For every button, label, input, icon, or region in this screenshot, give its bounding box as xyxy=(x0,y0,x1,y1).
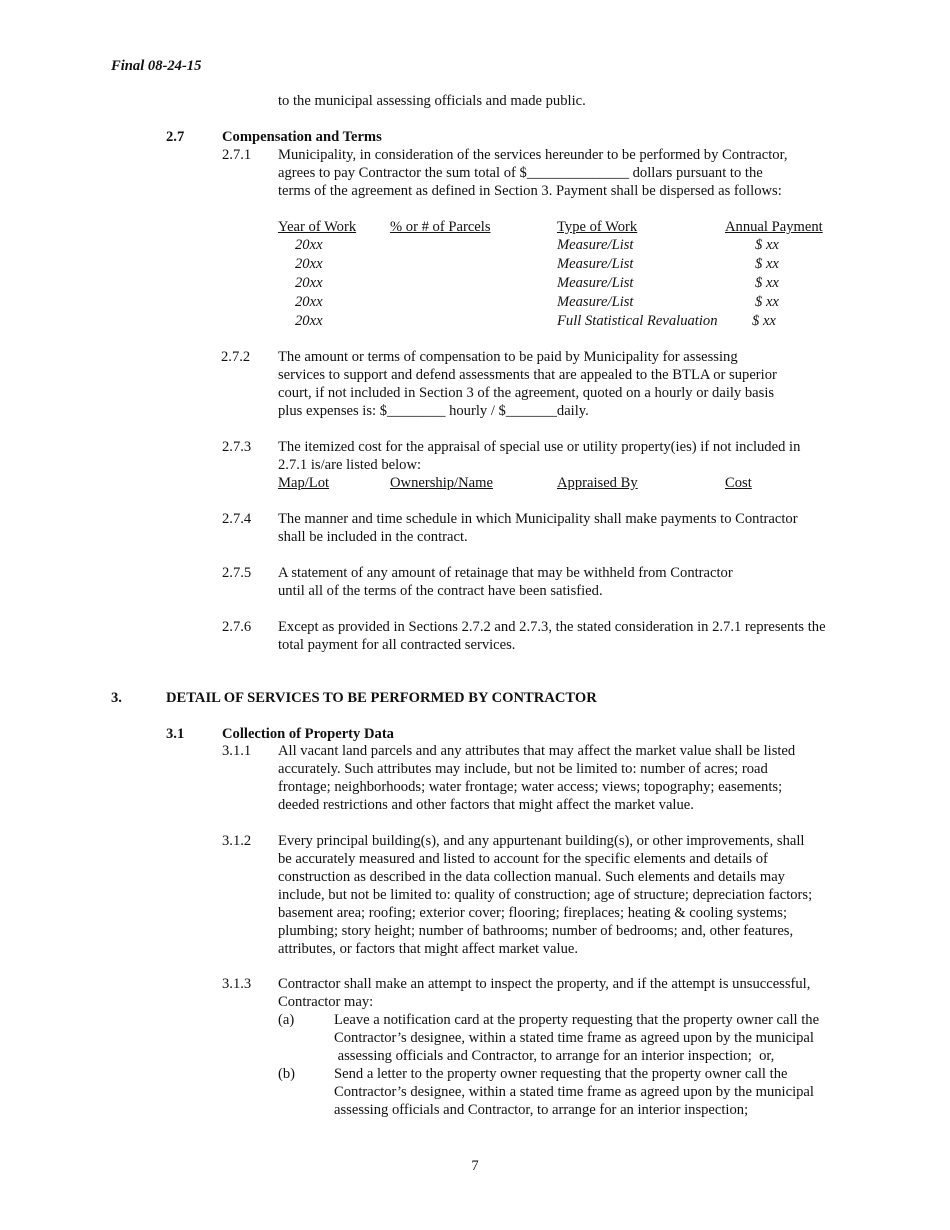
payment-type-cell: Full Statistical Revaluation xyxy=(557,313,718,329)
item-2-7-6-text xyxy=(278,618,878,654)
text-line: All vacant land parcels and any attributes that may affect the market value shall be listed xyxy=(278,743,796,759)
item-2-7-2-number: 2.7.2 xyxy=(221,349,251,365)
item-3-1-2-text xyxy=(278,832,868,958)
text-line: Contractor may: xyxy=(278,994,374,1010)
section-3-title: DETAIL OF SERVICES TO BE PERFORMED BY CONTRACTOR xyxy=(166,690,597,706)
payment-header-parcels: % or # of Parcels xyxy=(390,219,491,235)
text-line: plumbing; story height; number of bathrooms; number of bedrooms; and, other features, xyxy=(278,923,794,939)
text-line: plus expenses is: $________ hourly / $_______daily. xyxy=(278,403,589,419)
text-line: 2.7.1 is/are listed below: xyxy=(278,457,422,473)
text-line: Municipality, in consideration of the services hereunder to be performed by Contractor, xyxy=(278,147,788,163)
item-2-7-3-number: 2.7.3 xyxy=(222,439,252,455)
payment-header-type: Type of Work xyxy=(557,219,638,235)
item-3-1-2-number: 3.1.2 xyxy=(222,833,252,849)
payment-year-cell: 20xx xyxy=(295,294,323,310)
payment-amount-cell: $ xx xyxy=(755,237,779,253)
item-2-7-2-text xyxy=(278,348,868,420)
payment-year-cell: 20xx xyxy=(295,237,323,253)
text-line: Leave a notification card at the property requesting that the property owner call the xyxy=(334,1012,820,1028)
payment-amount-cell: $ xx xyxy=(752,313,776,329)
payment-header-year: Year of Work xyxy=(278,219,357,235)
text-line: accurately. Such attributes may include, but not be limited to: number of acres; road xyxy=(278,761,768,777)
item-3-1-3-number: 3.1.3 xyxy=(222,976,252,992)
text-line: be accurately measured and listed to account for the specific elements and details of xyxy=(278,851,768,867)
itemized-header-appraised: Appraised By xyxy=(557,475,638,491)
itemized-header-cost: Cost xyxy=(725,475,752,491)
item-3-1-3-text xyxy=(278,975,868,1011)
itemized-header-ownership: Ownership/Name xyxy=(390,475,493,491)
text-line: The itemized cost for the appraisal of special use or utility property(ies) if not included in xyxy=(278,439,801,455)
text-line: assessing officials and Contractor, to arrange for an interior inspection; or, xyxy=(334,1048,775,1064)
carryover-text: to the municipal assessing officials and made public. xyxy=(278,93,586,109)
item-2-7-1-text xyxy=(278,146,868,200)
page-number: 7 xyxy=(471,1158,479,1174)
payment-type-cell: Measure/List xyxy=(557,294,634,310)
document-header: Final 08-24-15 xyxy=(111,58,202,74)
payment-header-payment: Annual Payment xyxy=(725,219,823,235)
item-2-7-1-number: 2.7.1 xyxy=(222,147,252,163)
section-2-7-title: Compensation and Terms xyxy=(222,129,382,145)
payment-year-cell: 20xx xyxy=(295,313,323,329)
text-line: assessing officials and Contractor, to arrange for an interior inspection; xyxy=(334,1102,749,1118)
text-line: agrees to pay Contractor the sum total of $______________ dollars pursuant to the xyxy=(278,165,763,181)
subitem-b-label: (b) xyxy=(278,1066,296,1082)
item-2-7-4-number: 2.7.4 xyxy=(222,511,252,527)
payment-type-cell: Measure/List xyxy=(557,256,634,272)
text-line: frontage; neighborhoods; water frontage; water access; views; topography; easements; xyxy=(278,779,783,795)
itemized-header-maplot: Map/Lot xyxy=(278,475,330,491)
text-line: The amount or terms of compensation to be paid by Municipality for assessing xyxy=(278,349,738,365)
subitem-b-text xyxy=(334,1065,864,1119)
payment-table xyxy=(0,218,950,328)
text-line: until all of the terms of the contract have been satisfied. xyxy=(278,583,603,599)
item-2-7-3-text xyxy=(278,438,868,474)
payment-type-cell: Measure/List xyxy=(557,275,634,291)
text-line: The manner and time schedule in which Municipality shall make payments to Contractor xyxy=(278,511,798,527)
text-line: Contractor shall make an attempt to inspect the property, and if the attempt is unsuccessful, xyxy=(278,976,811,992)
text-line: construction as described in the data collection manual. Such elements and details may xyxy=(278,869,785,885)
text-line: total payment for all contracted services. xyxy=(278,637,516,653)
itemized-cost-headers xyxy=(0,474,950,492)
text-line: Contractor’s designee, within a stated time frame as agreed upon by the municipal xyxy=(334,1084,814,1100)
item-2-7-5-number: 2.7.5 xyxy=(222,565,252,581)
text-line: include, but not be limited to: quality of construction; age of structure; depreciation factors; xyxy=(278,887,813,903)
item-2-7-4-text xyxy=(278,510,868,546)
text-line: basement area; roofing; exterior cover; flooring; fireplaces; heating & cooling systems; xyxy=(278,905,787,921)
item-3-1-1-number: 3.1.1 xyxy=(222,743,252,759)
text-line: terms of the agreement as defined in Section 3. Payment shall be dispersed as follows: xyxy=(278,183,782,199)
payment-amount-cell: $ xx xyxy=(755,256,779,272)
text-line: attributes, or factors that might affect market value. xyxy=(278,941,579,957)
payment-year-cell: 20xx xyxy=(295,275,323,291)
text-line: deeded restrictions and other factors that might affect the market value. xyxy=(278,797,694,813)
section-2-7-number: 2.7 xyxy=(166,129,185,145)
payment-amount-cell: $ xx xyxy=(755,294,779,310)
payment-year-cell: 20xx xyxy=(295,256,323,272)
text-line: Send a letter to the property owner requesting that the property owner call the xyxy=(334,1066,788,1082)
text-line: shall be included in the contract. xyxy=(278,529,468,545)
section-3-1-title: Collection of Property Data xyxy=(222,726,394,742)
text-line: services to support and defend assessments that are appealed to the BTLA or superior xyxy=(278,367,777,383)
subitem-a-label: (a) xyxy=(278,1012,295,1028)
subitem-a-text xyxy=(334,1011,864,1065)
text-line: Contractor’s designee, within a stated time frame as agreed upon by the municipal xyxy=(334,1030,814,1046)
text-line: court, if not included in Section 3 of the agreement, quoted on a hourly or daily basis xyxy=(278,385,775,401)
text-line: A statement of any amount of retainage that may be withheld from Contractor xyxy=(278,565,733,581)
payment-type-cell: Measure/List xyxy=(557,237,634,253)
item-2-7-6-number: 2.7.6 xyxy=(222,619,252,635)
text-line: Except as provided in Sections 2.7.2 and 2.7.3, the stated consideration in 2.7.1 represents the xyxy=(278,619,826,635)
item-3-1-1-text xyxy=(278,742,868,814)
section-3-1-number: 3.1 xyxy=(166,726,185,742)
item-2-7-5-text xyxy=(278,564,868,600)
text-line: Every principal building(s), and any appurtenant building(s), or other improvements, shall xyxy=(278,833,805,849)
payment-amount-cell: $ xx xyxy=(755,275,779,291)
section-3-number: 3. xyxy=(111,690,122,706)
